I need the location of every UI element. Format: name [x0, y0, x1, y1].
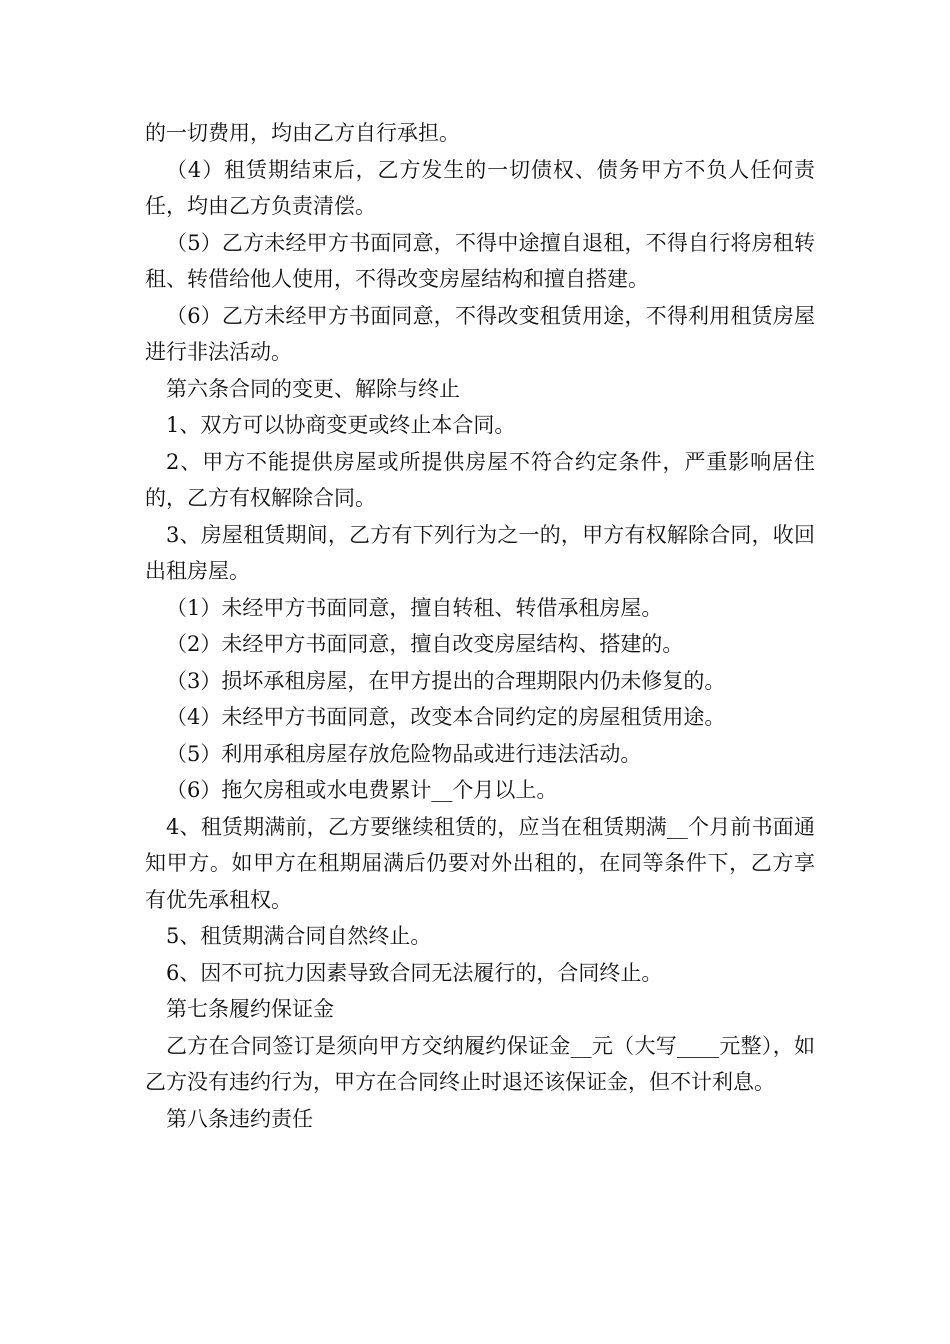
paragraph-deposit: 乙方在合同签订是须向甲方交纳履约保证金__元（大写____元整），如乙方没有违约行为，甲方在合同终止时退还该保证金，但不计利息。 — [145, 1033, 815, 1094]
paragraph-item-6: 6、因不可抗力因素导致合同无法履行的，合同终止。 — [166, 960, 663, 985]
paragraph-expense-continuation: 的一切费用，均由乙方自行承担。 — [145, 121, 460, 145]
paragraph-item-2: 2、甲方不能提供房屋或所提供房屋不符合约定条件，严重影响居住的，乙方有权解除合同。 — [145, 449, 815, 510]
paragraph-clause-6-usage: （6）乙方未经甲方书面同意，不得改变租赁用途，不得利用租赁房屋进行非法活动。 — [145, 303, 815, 364]
paragraph-item-3: 3、房屋租赁期间，乙方有下列行为之一的，甲方有权解除合同，收回出租房屋。 — [145, 522, 815, 583]
paragraph-item-5: 5、租赁期满合同自然终止。 — [166, 924, 432, 948]
paragraph-subitem-5: （5）利用承租房屋存放危险物品或进行违法活动。 — [166, 741, 642, 766]
paragraph-item-4: 4、租赁期满前，乙方要继续租赁的，应当在租赁期满__个月前书面通知甲方。如甲方在租期届满后仍要对外出租的，在同等条件下，乙方享有优先承租权。 — [145, 814, 815, 912]
paragraph-subitem-4: （4）未经甲方书面同意，改变本合同约定的房屋租赁用途。 — [166, 705, 726, 729]
paragraph-subitem-3: （3）损坏承租房屋，在甲方提出的合理期限内仍未修复的。 — [166, 668, 726, 693]
section-heading-article-8: 第八条违约责任 — [166, 1106, 313, 1131]
paragraph-subitem-1: （1）未经甲方书面同意，擅自转租、转借承租房屋。 — [166, 595, 663, 620]
paragraph-subitem-2: （2）未经甲方书面同意，擅自改变房屋结构、搭建的。 — [166, 632, 684, 656]
section-heading-article-6: 第六条合同的变更、解除与终止 — [166, 376, 460, 401]
section-heading-article-7: 第七条履约保证金 — [166, 997, 334, 1021]
paragraph-clause-4-debts: （4）租赁期结束后，乙方发生的一切债权、债务甲方不负人任何责任，均由乙方负责清偿。 — [145, 157, 815, 218]
paragraph-clause-5-sublet: （5）乙方未经甲方书面同意，不得中途擅自退租，不得自行将房租转租、转借给他人使用，不得改变房屋结构和擅自搭建。 — [145, 230, 815, 291]
paragraph-subitem-6: （6）拖欠房租或水电费累计__个月以上。 — [166, 778, 558, 802]
document-body — [145, 115, 815, 1137]
paragraph-item-1: 1、双方可以协商变更或终止本合同。 — [166, 413, 516, 437]
